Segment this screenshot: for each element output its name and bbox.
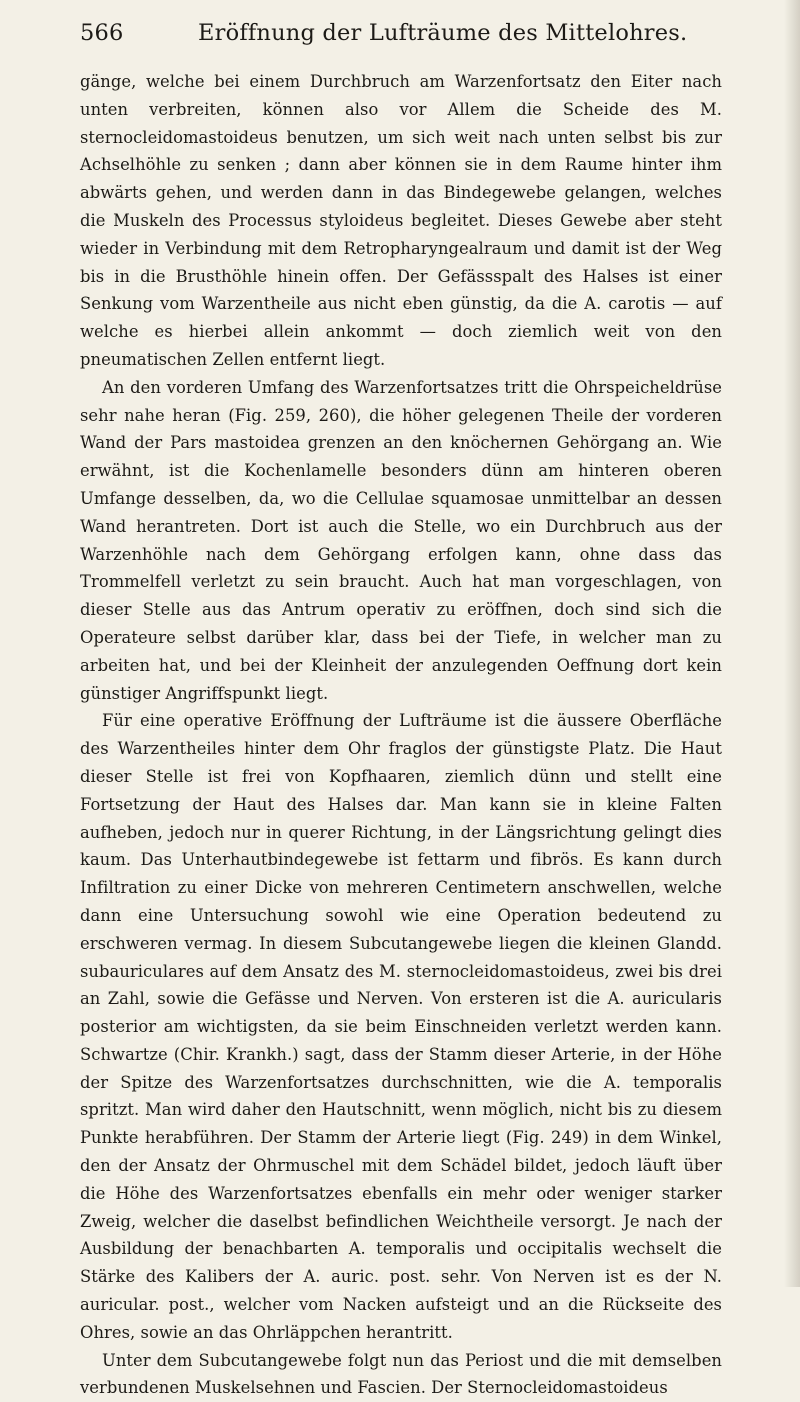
running-head: Eröffnung der Lufträume des Mittelohres. [198,20,688,46]
paragraph-3: Für eine operative Eröffnung der Lufträume ist die äussere Oberfläche des Warzentheiles hinter dem Ohr fraglos der günstigste Platz. Die Haut dieser Stelle ist frei von Kopfhaaren, ziemlich dünn und stellt eine Fortsetzung der Haut des Halses dar. Man kann sie in kleine Falten aufheben, jedoch nur in querer Richtung, in der Längsrichtung gelingt dies kaum. Das Unterhautbindegewebe ist fettarm und fibrös. Es kann durch Infiltration zu einer Dicke von mehreren Centimetern anschwellen, welche dann eine Untersuchung sowohl wie eine Operation bedeutend zu erschweren vermag. In diesem Subcutangewebe liegen die kleinen Glandd. subauriculares auf dem Ansatz des M. sternocleidomastoideus, zwei bis drei an Zahl, sowie die Gefässe und Nerven. Von ersteren ist die A. auricularis posterior am wichtigsten, da sie beim Einschneiden verletzt werden kann. Schwartze (Chir. Krankh.) sagt, dass der Stamm dieser Arterie, in der Höhe der Spitze des Warzenfortsatzes durchschnitten, wie die A. temporalis spritzt. Man wird daher den Hautschnitt, wenn möglich, nicht bis zu diesem Punkte herabführen. Der Stamm der Arterie liegt (Fig. 249) in dem Winkel, den der Ansatz der Ohrmuschel mit dem Schädel bildet, jedoch läuft über die Höhe des Warzenfortsatzes ebenfalls ein mehr oder weniger starker Zweig, welcher die daselbst befindlichen Weichtheile versorgt. Je nach der Ausbildung der benachbarten A. temporalis und occipitalis wechselt die Stärke des Kalibers der A. auric. post. sehr. Von Nerven ist es der N. auricular. post., welcher vom Nacken aufsteigt und an die Rückseite des Ohres, sowie an das Ohrläppchen herantritt. [80,711,722,1342]
page-edge-shadow [784,0,800,1287]
paragraph-1: gänge, welche bei einem Durchbruch am Warzenfortsatz den Eiter nach unten verbreiten, können also vor Allem die Scheide des M. sternocleidomastoideus benutzen, um sich weit nach unten selbst bis zur Achselhöhle zu senken ; dann aber können sie in dem Raume hinter ihm abwärts gehen, und werden dann in das Bindegewebe gelangen, welches die Muskeln des Processus styloideus begleitet. Dieses Gewebe aber steht wieder in Verbindung mit dem Retropharyngealraum und damit ist der Weg bis in die Brusthöhle hinein offen. Der Gefässspalt des Halses ist einer Senkung vom Warzentheile aus nicht eben günstig, da die A. carotis — auf welche es hierbei allein ankommt — doch ziemlich weit von den pneumatischen Zellen entfernt liegt. [80,72,722,369]
paragraph-2: An den vorderen Umfang des Warzenfortsatzes tritt die Ohrspeicheldrüse sehr nahe heran (Fig. 259, 260), die höher gelegenen Theile der vorderen Wand der Pars mastoidea grenzen an den knöchernen Gehörgang an. Wie erwähnt, ist die Kochenlamelle besonders dünn am hinteren oberen Umfange desselben, da, wo die Cellulae squamosae unmittelbar an dessen Wand herantreten. Dort ist auch die Stelle, wo ein Durchbruch aus der Warzenhöhle nach dem Gehörgang erfolgen kann, ohne dass das Trommelfell verletzt zu sein braucht. Auch hat man vorgeschlagen, von dieser Stelle aus das Antrum operativ zu eröffnen, doch sind sich die Operateure selbst darüber klar, dass bei der Tiefe, in welcher man zu arbeiten hat, und bei der Kleinheit der anzulegenden Oeffnung dort kein günstiger Angriffspunkt liegt. [80,377,722,703]
page-header [80,20,722,54]
paragraph-4: Unter dem Subcutangewebe folgt nun das Periost und die mit demselben verbundenen Muskelsehnen und Fascien. Der Sternocleidomastoideus [80,1350,722,1398]
body-text [80,68,722,1402]
page-number: 566 [80,20,124,46]
